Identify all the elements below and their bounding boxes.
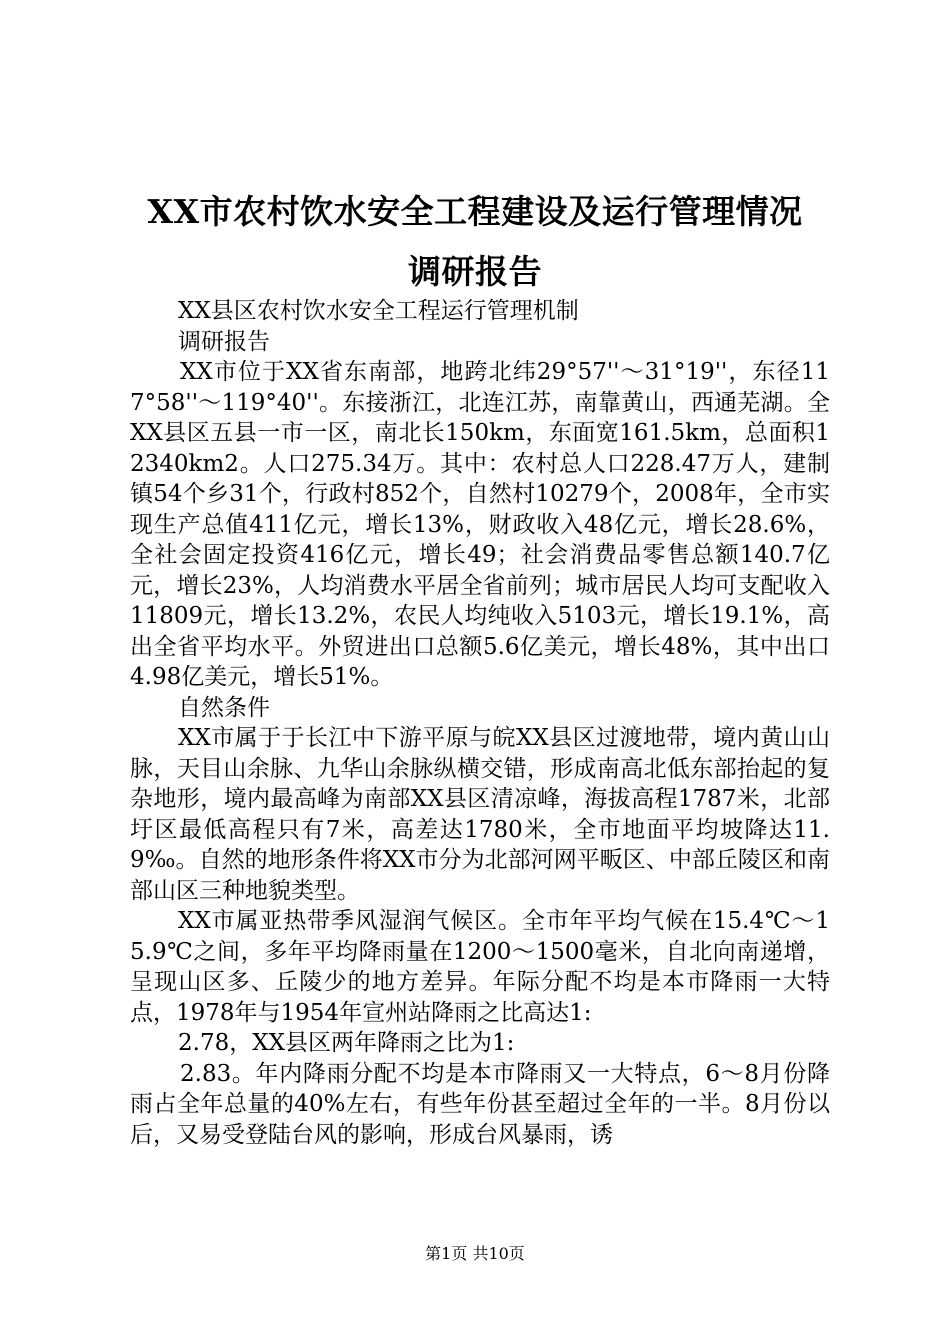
subtitle-line-1: XX县区农村饮水安全工程运行管理机制: [178, 298, 579, 324]
paragraph-terrain: XX市属于于长江中下游平原与皖XX县区过渡地带，境内黄山山脉，天目山余脉、九华山余脉纵横交错，形成南高北低东部抬起的复杂地形，境内最高峰为南部XX县区清凉峰，海拔高程1787米，北部圩区最低高程只有7米，高差达1780米，全市地面平均坡降达11.9‰。自然的地形条件将XX市分为北部河网平畈区、中部丘陵区和南部山区三种地貌类型。: [130, 725, 830, 904]
page-number-footer: 第1页 共10页: [425, 1244, 525, 1263]
document-body: [130, 296, 830, 1150]
paragraph-location: XX市位于XX省东南部，地跨北纬29°57''～31°19''，东径117°58''～119°40''。东接浙江，北连江苏，南靠黄山，西通芜湖。全XX县区五县一市一区，南北长150km，东面宽161.5km，总面积12340km2。人口275.34万。其中：农村总人口228.47万人，建制镇54个乡31个，行政村852个，自然村10279个，2008年，全市实现生产总值411亿元，增长13%，财政收入48亿元，增长28.6%，全社会固定投资416亿元，增长49；社会消费品零售总额140.7亿元，增长23%，人均消费水平居全省前列；城市居民人均可支配收入11809元，增长13.2%，农民人均纯收入5103元，增长19.1%，高出全省平均水平。外贸进出口总额5.6亿美元，增长48%，其中出口4.98亿美元，增长51%。: [130, 359, 830, 690]
document-title-line-1: XX市农村饮水安全工程建设及运行管理情况: [147, 192, 803, 231]
paragraph-climate: XX市属亚热带季风湿润气候区。全市年平均气候在15.4℃～15.9℃之间，多年平均降雨量在1200～1500毫米，自北向南递增，呈现山区多、丘陵少的地方差异。年际分配不均是本市降雨一大特点，1978年与1954年宣州站降雨之比高达1:: [130, 908, 830, 1026]
paragraph-rainfall-distribution: 2.83。年内降雨分配不均是本市降雨又一大特点，6～8月份降雨占全年总量的40%左右，有些年份甚至超过全年的一半。8月份以后，又易受登陆台风的影响，形成台风暴雨，诱: [130, 1060, 830, 1148]
paragraph-rainfall-ratio: 2.78，XX县区两年降雨之比为1:: [178, 1030, 515, 1056]
subtitle-line-2: 调研报告: [178, 328, 270, 355]
document-title-line-2: 调研报告: [408, 252, 542, 291]
section-heading-natural-conditions: 自然条件: [178, 694, 270, 721]
